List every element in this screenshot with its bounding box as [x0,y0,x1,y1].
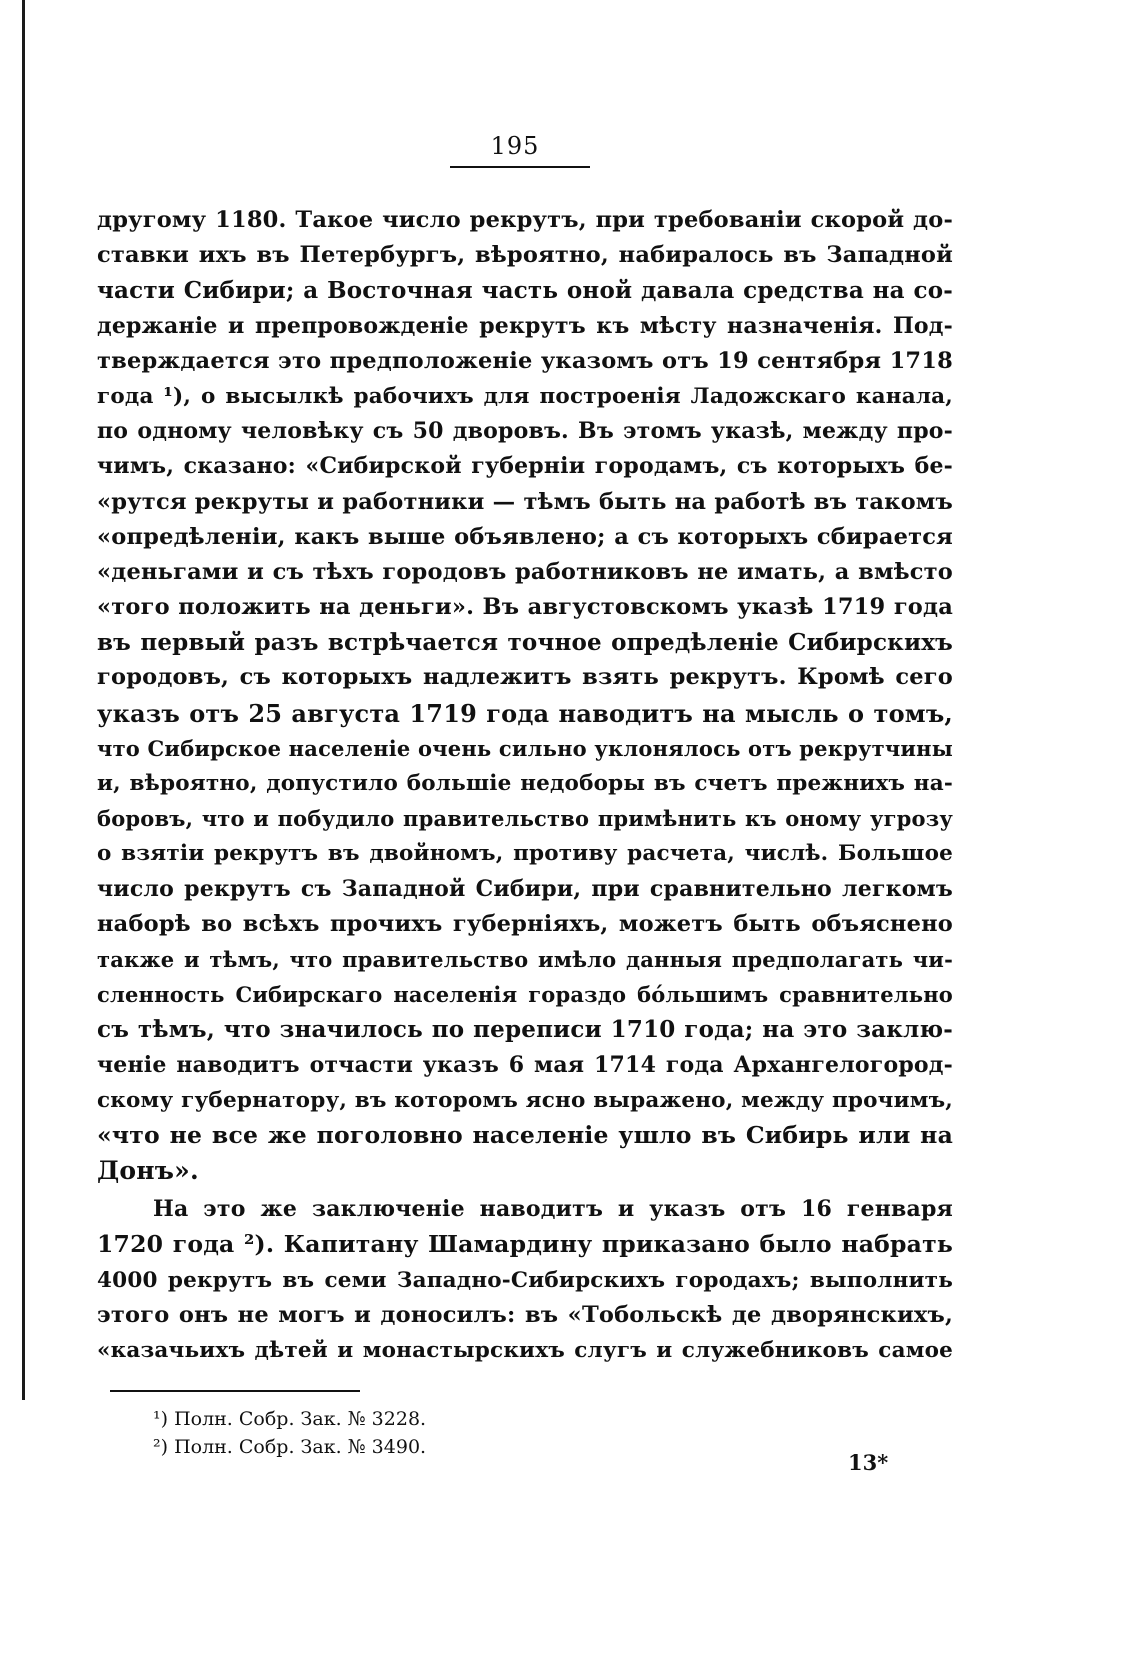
text-line: другому 1180. Такое число рекрутъ, при требованіи скорой до- [97,207,953,233]
text-line: ченіе наводитъ отчасти указъ 6 мая 1714 года Архангелогород- [97,1051,953,1078]
footnote: ²) Полн. Собр. Зак. № 3490. [153,1436,427,1458]
text-line: по одному человѣку съ 50 дворовъ. Въ этомъ указѣ, между про- [97,418,953,445]
text-line: года ¹), о высылкѣ рабочихъ для построенія Ладожскаго канала, [97,383,953,409]
signature-mark: 13* [848,1450,889,1475]
footnote-rule [110,1390,360,1392]
text-line: «опредѣленіи, какъ выше объявлено; а съ которыхъ сбирается [97,523,953,550]
text-line: боровъ, что и побудило правительство примѣнить къ оному угрозу [97,806,953,832]
text-line: 4000 рекрутъ въ семи Западно-Сибирскихъ городахъ; выполнить [97,1267,953,1293]
text-line: «того положить на деньги». Въ августовскомъ указѣ 1719 года [97,594,953,621]
text-line: держаніе и препровожденіе рекрутъ къ мѣсту назначенія. Под- [97,312,953,339]
text-line: что Сибирское населеніе очень сильно уклонялось отъ рекрутчины [97,735,954,761]
text-line: ставки ихъ въ Петербургъ, вѣроятно, набиралось въ Западной [97,242,953,269]
page-number: 195 [490,132,540,160]
text-line: тверждается это предположеніе указомъ отъ 19 сентября 1718 [97,347,953,374]
page-number-rule [450,166,590,168]
text-line: 1720 года ²). Капитану Шамардину приказано было набрать [97,1230,953,1259]
text-line: этого онъ не могъ и доносилъ: въ «Тобольскѣ де дворянскихъ, [97,1301,953,1328]
text-line: городовъ, съ которыхъ надлежитъ взять рекрутъ. Кромѣ сего [97,664,953,691]
body-text [97,203,953,1368]
text-line: съ тѣмъ, что значилось по переписи 1710 года; на это заклю- [97,1016,953,1044]
text-line: Донъ». [97,1156,199,1186]
text-line: наборѣ во всѣхъ прочихъ губерніяхъ, можетъ быть объяснено [97,910,953,937]
text-line: въ первый разъ встрѣчается точное опредѣленіе Сибирскихъ [97,629,953,657]
text-line: и, вѣроятно, допустило большіе недоборы въ счетъ прежнихъ на- [97,771,953,796]
text-line: также и тѣмъ, что правительство имѣло данныя предполагать чи- [97,946,953,972]
text-line: скому губернатору, въ которомъ ясно выражено, между прочимъ, [97,1087,953,1113]
binding-edge-line [22,0,25,1400]
text-line: части Сибири; а Восточная часть оной давала средства на со- [97,277,953,305]
text-line: чимъ, сказано: «Сибирской губерніи городамъ, съ которыхъ бе- [97,453,953,480]
text-line: о взятіи рекрутъ въ двойномъ, противу расчета, числѣ. Большое [97,841,953,867]
text-line: «деньгами и съ тѣхъ городовъ работниковъ не имать, а вмѣсто [97,558,953,585]
text-line: число рекрутъ съ Западной Сибири, при сравнительно легкомъ [97,875,953,902]
text-line: На это же заключеніе наводитъ и указъ отъ 16 генваря [153,1196,953,1223]
text-line: «казачьихъ дѣтей и монастырскихъ слугъ и служебниковъ самое [97,1338,953,1363]
text-line: «что не все же поголовно населеніе ушло въ Сибирь или на [97,1120,953,1149]
text-line: сленность Сибирскаго населенія гораздо бо́льшимъ сравнительно [97,982,953,1008]
text-line: указъ отъ 25 августа 1719 года наводитъ на мысль о томъ, [97,698,953,728]
footnote: ¹) Полн. Собр. Зак. № 3228. [153,1408,427,1430]
text-line: «рутся рекруты и работники — тѣмъ быть на работѣ въ такомъ [97,488,953,515]
footnotes [153,1405,653,1461]
